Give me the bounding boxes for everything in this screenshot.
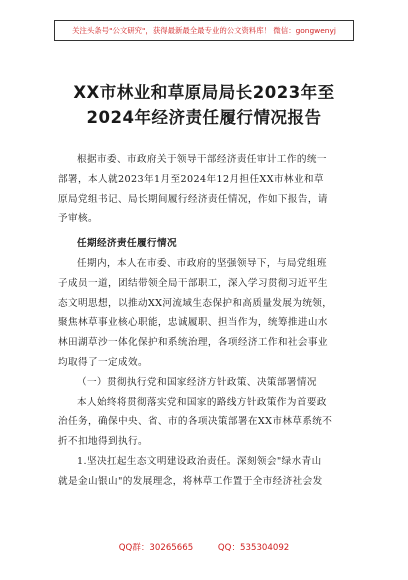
section-heading: 任期经济责任履行情况 — [77, 238, 177, 250]
paragraph-line: 原局党组书记、局长期间履行经济责任情况，作如下报告，请 — [58, 193, 328, 205]
paragraph-line: 折不扣地得到执行。 — [58, 436, 148, 448]
paragraph-line: 予审核。 — [58, 213, 98, 225]
footer-qq-group: QQ群：30265665 — [118, 543, 194, 553]
paragraph-line: 态文明思想，以推动XX河流域生态保护和高质量发展为统领， — [58, 297, 333, 309]
paragraph-line: 任期内，本人在市委、市政府的坚强领导下，与局党组班 — [77, 257, 327, 269]
paragraph-line: 聚焦林草事业核心职能，忠诚履职、担当作为，统筹推进山水 — [58, 317, 328, 329]
paragraph-line: 子成员一道，团结带领全局干部职工，深入学习贯彻习近平生 — [58, 277, 328, 289]
document-body — [58, 150, 358, 492]
paragraph-line: 根据市委、市政府关于领导干部经济责任审计工作的统一 — [77, 154, 327, 165]
paragraph-line: 均取得了一定成效。 — [58, 356, 148, 368]
paragraph-line: 部署，本人就2023年1月至2024年12月担任XX市林业和草 — [58, 173, 324, 185]
subsection-heading: （一）贯彻执行党和国家经济方针政策、决策部署情况 — [77, 376, 317, 388]
footer-qq-number: QQ：535304092 — [217, 543, 290, 553]
paragraph-line: 林田湖草沙一体化保护和系统治理，各项经济工作和社会事业 — [58, 337, 328, 349]
document-title-line-2: 2024年经济责任履行情况报告 — [86, 108, 322, 127]
paragraph-line: 1.坚决扛起生态文明建设政治责任。深刻领会"绿水青山 — [77, 455, 322, 467]
paragraph-line: 本人始终将贯彻落实党和国家的路线方针政策作为首要政 — [77, 396, 327, 408]
document-title-line-1: XX市林业和草原局局长2023年至 — [73, 83, 335, 102]
paragraph-line: 就是金山银山"的发展理念，将林草工作置于全市经济社会发 — [58, 475, 323, 487]
header-banner: 关注头条号"公文研究"，获得最新最全最专业的公文资料库！ 微信：gongwenyj — [54, 20, 354, 41]
paragraph-line: 治任务，确保中央、省、市的各项决策部署在XX市林草系统不 — [58, 416, 333, 428]
footer-contact — [0, 541, 408, 553]
